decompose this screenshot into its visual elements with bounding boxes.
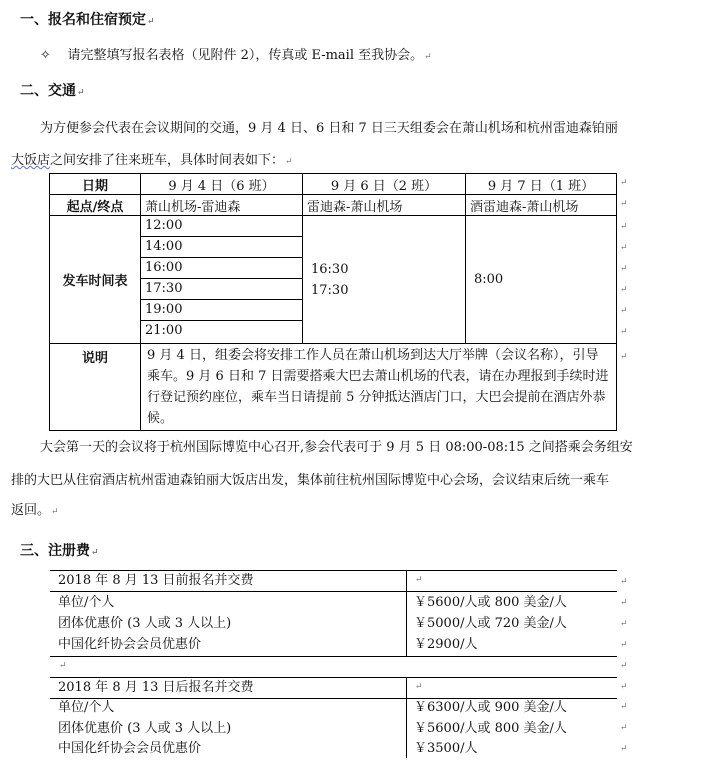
departure-times-header: 发车时间表 — [50, 216, 141, 344]
route-day2: 雷迪森-萧山机场 — [303, 195, 466, 216]
route-day3: 酒雷迪森-萧山机场 — [466, 195, 617, 216]
section-heading-transport: 二、交通↵ — [20, 83, 85, 99]
time-slot: 19:00 — [141, 300, 302, 321]
meeting-info-line3: 返回。↵ — [11, 503, 59, 518]
table-row: 单位/个人 ￥6300/人或 900 美金/人 — [58, 700, 567, 715]
date-sep-7: 9 月 7 日（1 班） — [466, 174, 617, 195]
registration-fee-table — [50, 570, 617, 758]
transport-intro-line1: 为方便参会代表在会议期间的交通，9 月 4 日、6 日和 7 日三天组委会在萧山机场和杭州雷迪森铂丽 — [40, 121, 618, 136]
route-header: 起点/终点 — [50, 195, 141, 216]
fee-after-title-row: 2018 年 8 月 13 日后报名并交费 ↵ — [58, 680, 423, 695]
time-slot: 16:30 — [311, 261, 349, 277]
time-slot: 17:30 — [311, 282, 349, 298]
table-row — [50, 195, 617, 216]
note-header: 说明 — [50, 344, 141, 431]
table-row: 团体优惠价 (3 人或 3 人以上) ￥5000/人或 720 美金/人 — [58, 616, 567, 631]
shuttle-schedule-table — [49, 173, 617, 431]
date-sep-4: 9 月 4 日（6 班） — [141, 174, 303, 195]
bullet-item: ✧ 请完整填写报名表格（见附件 2），传真或 E-mail 至我协会。↵ — [40, 48, 432, 63]
time-slot: 16:00 — [141, 258, 302, 279]
time-slot: 17:30 — [141, 279, 302, 300]
section-heading-fees: 三、注册费↵ — [20, 543, 99, 559]
table-row: 中国化纤协会会员优惠价 ￥3500/人 — [58, 741, 478, 756]
date-header: 日期 — [50, 174, 141, 195]
table-row: 团体优惠价 (3 人或 3 人以上) ￥5600/人或 800 美金/人 — [58, 721, 567, 736]
fee-before-title-row: 2018 年 8 月 13 日前报名并交费 ↵ — [58, 573, 423, 588]
meeting-info-line1: 大会第一天的会议将于杭州国际博览中心召开,参会代表可于 9 月 5 日 08:00-08:15 之间搭乘会务组安 — [40, 440, 633, 455]
spacer-row: ↵ — [59, 661, 67, 671]
time-slot: 12:00 — [141, 216, 302, 237]
table-row: 单位/个人 ￥5600/人或 800 美金/人 — [58, 595, 567, 610]
time-slot: 21:00 — [145, 323, 183, 338]
table-row — [50, 174, 617, 195]
table-row — [50, 344, 617, 431]
section-heading-registration: 一、报名和住宿预定↵ — [20, 12, 155, 28]
transport-intro-line2: 大饭店之间安排了往来班车，具体时间表如下：↵ — [11, 153, 293, 168]
meeting-info-line2: 排的大巴从住宿酒店杭州雷迪森铂丽大饭店出发，集体前往杭州国际博览中心会场，会议结束后统一乘车 — [11, 473, 610, 488]
date-sep-6: 9 月 6 日（2 班） — [303, 174, 466, 195]
route-day1: 萧山机场-雷迪森 — [141, 195, 303, 216]
note-text: 9 月 4 日，组委会将安排工作人员在萧山机场到达大厅举牌（会议名称），引导乘车。9 月 6 日和 7 日需要搭乘大巴去萧山机场的代表，请在办理报到手续时进行登记预约座位，乘车当日请提前 5 分钟抵达酒店门口，大巴会提前在酒店外恭候。 — [141, 344, 617, 431]
times-day2 — [303, 216, 466, 344]
time-slot: 8:00 — [474, 272, 504, 287]
times-day3 — [466, 216, 617, 344]
diamond-bullet-icon: ✧ — [40, 48, 51, 63]
times-day1 — [141, 216, 303, 344]
table-row — [50, 216, 617, 344]
time-slot: 14:00 — [141, 237, 302, 258]
table-row: 中国化纤协会会员优惠价 ￥2900/人 — [58, 637, 478, 652]
